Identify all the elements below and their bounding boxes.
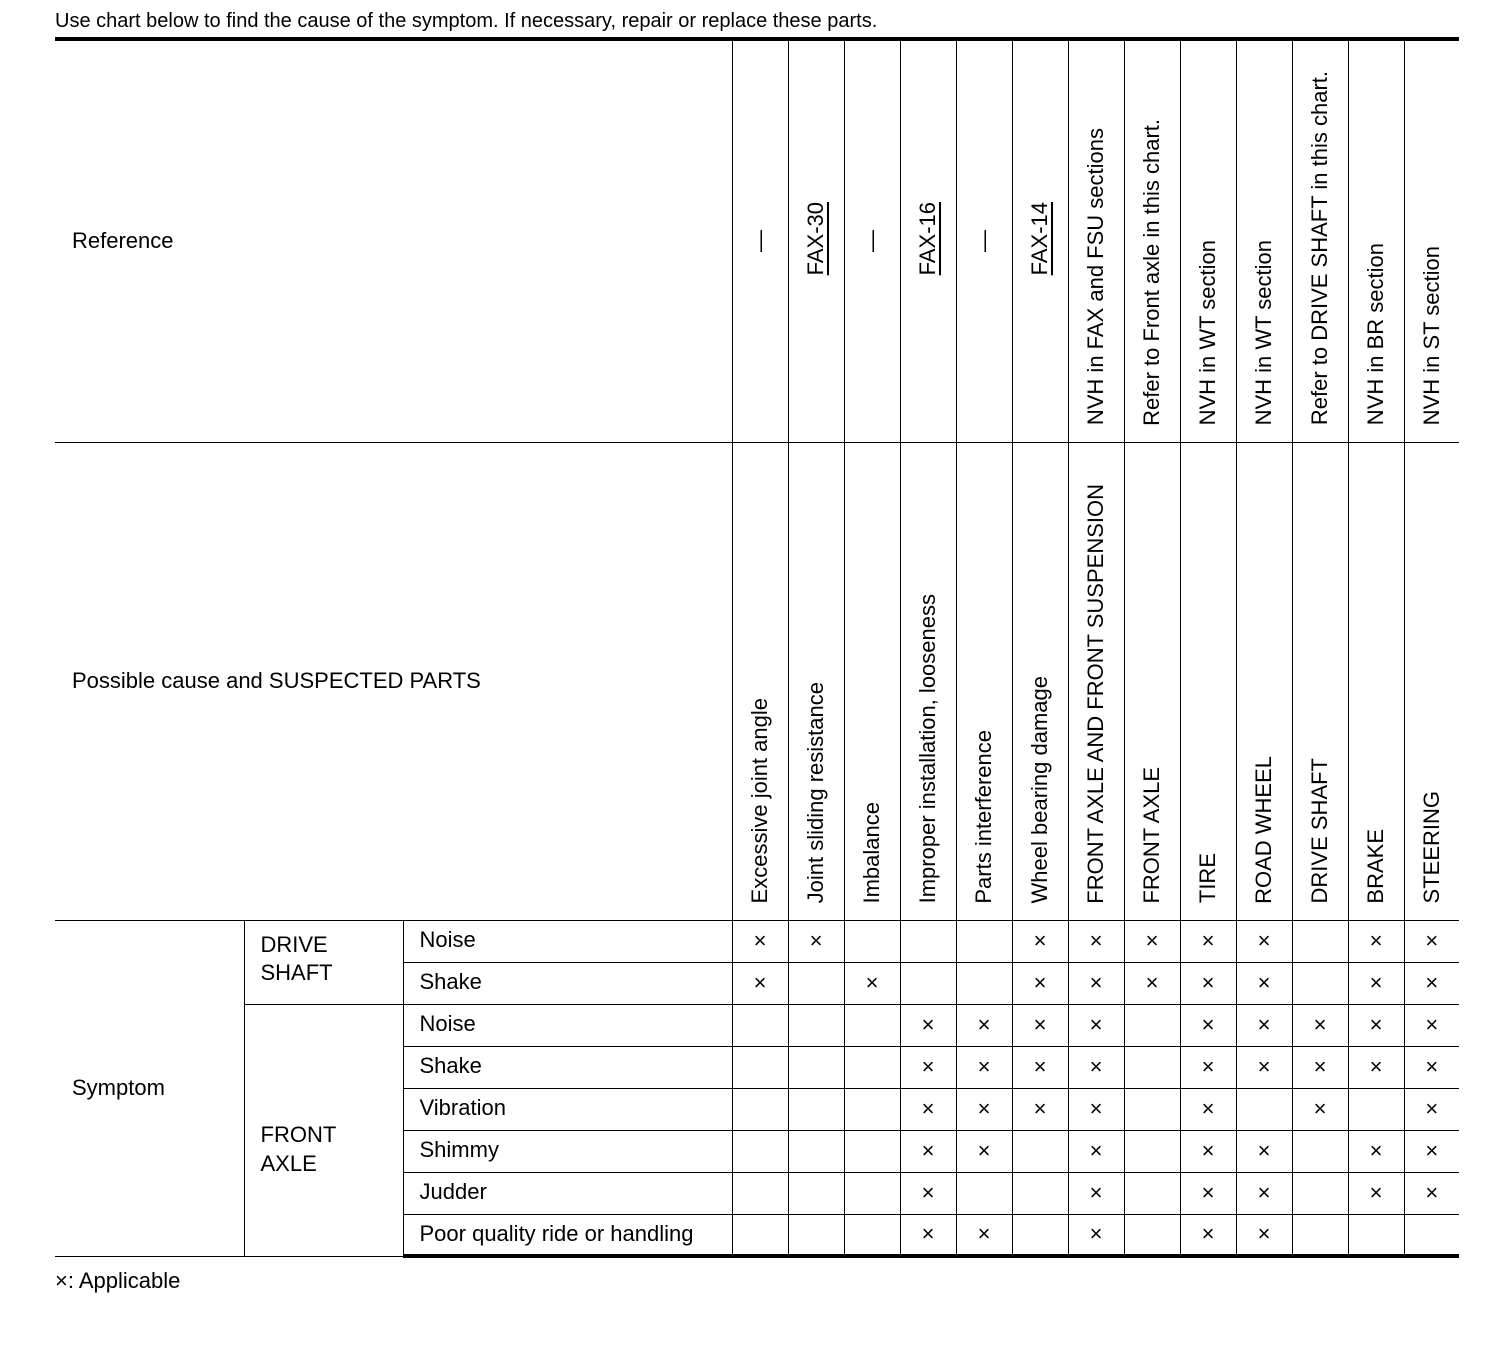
applicable-mark: × [844, 962, 900, 1004]
applicable-mark: × [1404, 1004, 1459, 1046]
suspected-parts-label: Possible cause and SUSPECTED PARTS [55, 442, 732, 920]
applicable-mark [1348, 1214, 1404, 1256]
suspected-part-cell [788, 442, 844, 920]
applicable-mark: × [1068, 920, 1124, 962]
reference-cell [1236, 39, 1292, 442]
applicable-mark: × [1180, 920, 1236, 962]
applicable-mark: × [1180, 1088, 1236, 1130]
applicable-mark [1348, 1088, 1404, 1130]
symptom-name: Noise [403, 1004, 732, 1046]
symptom-name: Noise [403, 920, 732, 962]
reference-text: NVH in FAX and FSU sections [1083, 128, 1108, 426]
suspected-part-label: BRAKE [1363, 828, 1388, 904]
suspected-part-label: FRONT AXLE AND FRONT SUSPENSION [1083, 483, 1108, 904]
suspected-part-label: Improper installation, looseness [915, 594, 940, 904]
applicable-mark: × [1292, 1004, 1348, 1046]
reference-text: Refer to Front axle in this chart. [1139, 118, 1164, 426]
reference-row [55, 39, 1459, 442]
suspected-part-label: Joint sliding resistance [803, 682, 828, 904]
symptom-row [55, 1004, 1459, 1046]
applicable-mark [1292, 1214, 1348, 1256]
suspected-part-label: STEERING [1418, 791, 1444, 904]
applicable-mark [732, 1046, 788, 1088]
applicable-mark [1124, 1004, 1180, 1046]
applicable-mark [1124, 1214, 1180, 1256]
suspected-part-cell [844, 442, 900, 920]
applicable-mark: × [1180, 962, 1236, 1004]
applicable-mark: × [1068, 1214, 1124, 1256]
applicable-mark: × [1012, 962, 1068, 1004]
applicable-mark [956, 1172, 1012, 1214]
suspected-part-label: Wheel bearing damage [1027, 676, 1052, 904]
reference-cell [1180, 39, 1236, 442]
reference-cell [1348, 39, 1404, 442]
applicable-mark: × [956, 1046, 1012, 1088]
applicable-mark: × [732, 962, 788, 1004]
applicable-mark: × [1348, 962, 1404, 1004]
applicable-mark [732, 1004, 788, 1046]
suspected-part-cell [956, 442, 1012, 920]
applicable-mark: × [1236, 1004, 1292, 1046]
reference-link[interactable]: FAX-30 [803, 202, 828, 276]
reference-text: — [971, 230, 996, 253]
applicable-mark: × [1404, 1130, 1459, 1172]
applicable-mark: × [732, 920, 788, 962]
symptom-group-label: DRIVE SHAFT [244, 920, 403, 1004]
reference-cell [900, 39, 956, 442]
applicable-mark: × [1068, 1004, 1124, 1046]
suspected-part-label: Imbalance [859, 801, 884, 904]
applicable-mark: × [1180, 1214, 1236, 1256]
applicable-mark [788, 1214, 844, 1256]
suspected-part-label: ROAD WHEEL [1251, 755, 1276, 904]
applicable-mark: × [956, 1130, 1012, 1172]
reference-link[interactable]: FAX-14 [1027, 202, 1052, 276]
applicable-mark [788, 1172, 844, 1214]
applicable-mark [844, 920, 900, 962]
reference-cell [1292, 39, 1348, 442]
applicable-mark: × [1068, 1172, 1124, 1214]
applicable-mark: × [956, 1088, 1012, 1130]
applicable-mark [1012, 1172, 1068, 1214]
reference-cell [1012, 39, 1068, 442]
applicable-mark: × [1180, 1046, 1236, 1088]
applicable-mark: × [1068, 1130, 1124, 1172]
reference-cell [732, 39, 788, 442]
applicable-mark: × [956, 1214, 1012, 1256]
applicable-mark [844, 1088, 900, 1130]
symptom-group-label: FRONT AXLE [244, 1004, 403, 1256]
applicable-mark: × [1124, 962, 1180, 1004]
applicable-mark [788, 1130, 844, 1172]
applicable-mark [844, 1214, 900, 1256]
symptom-name: Shake [403, 1046, 732, 1088]
symptom-name: Judder [403, 1172, 732, 1214]
symptom-name: Vibration [403, 1088, 732, 1130]
suspected-part-cell [732, 442, 788, 920]
applicable-mark [844, 1130, 900, 1172]
symptom-label: Symptom [55, 920, 244, 1256]
suspected-part-cell [1068, 442, 1124, 920]
suspected-part-cell [1180, 442, 1236, 920]
suspected-part-label: DRIVE SHAFT [1307, 758, 1332, 904]
symptom-name: Poor quality ride or handling [403, 1214, 732, 1256]
applicable-mark [844, 1046, 900, 1088]
instruction-text: Use chart below to find the cause of the symptom. If necessary, repair or replace these parts. [55, 10, 878, 32]
suspected-part-label: FRONT AXLE [1139, 766, 1164, 904]
applicable-mark: × [1236, 1046, 1292, 1088]
applicable-mark [1404, 1214, 1459, 1256]
reference-cell [1124, 39, 1180, 442]
suspected-part-cell [1236, 442, 1292, 920]
suspected-part-cell [1124, 442, 1180, 920]
applicable-mark: × [900, 1172, 956, 1214]
applicable-mark: × [1068, 962, 1124, 1004]
applicable-mark: × [1404, 1046, 1459, 1088]
applicable-mark [900, 962, 956, 1004]
applicable-mark: × [1180, 1004, 1236, 1046]
applicable-mark [900, 920, 956, 962]
applicable-mark [844, 1172, 900, 1214]
applicable-mark [732, 1088, 788, 1130]
applicable-mark [788, 1046, 844, 1088]
reference-cell [956, 39, 1012, 442]
applicable-mark: × [1012, 1088, 1068, 1130]
applicable-mark: × [1348, 1046, 1404, 1088]
applicable-mark [1292, 920, 1348, 962]
applicable-mark: × [1012, 1004, 1068, 1046]
applicable-mark [732, 1130, 788, 1172]
applicable-mark [956, 920, 1012, 962]
suspected-part-label: Parts interference [971, 729, 996, 904]
symptom-name: Shake [403, 962, 732, 1004]
reference-text: — [747, 230, 772, 253]
suspected-part-label: TIRE [1195, 853, 1220, 904]
symptom-name: Shimmy [403, 1130, 732, 1172]
applicable-mark: × [1348, 1004, 1404, 1046]
applicable-mark: × [1404, 1172, 1459, 1214]
applicable-mark: × [1124, 920, 1180, 962]
reference-text: — [859, 230, 884, 253]
applicable-mark: × [1404, 920, 1459, 962]
applicable-mark: × [1068, 1046, 1124, 1088]
applicable-mark: × [1236, 1214, 1292, 1256]
suspected-part-cell [900, 442, 956, 920]
applicable-mark [1292, 1130, 1348, 1172]
applicable-mark: × [956, 1004, 1012, 1046]
applicable-mark: × [1404, 1088, 1459, 1130]
suspected-part-cell [1292, 442, 1348, 920]
reference-text: NVH in ST section [1418, 246, 1444, 426]
applicable-mark [1124, 1172, 1180, 1214]
applicable-mark [1236, 1088, 1292, 1130]
applicable-mark: × [900, 1046, 956, 1088]
applicable-mark [1292, 1172, 1348, 1214]
applicable-mark [1292, 962, 1348, 1004]
symptom-row [55, 920, 1459, 962]
applicable-mark [1124, 1046, 1180, 1088]
applicable-mark [1124, 1088, 1180, 1130]
applicable-mark: × [1348, 1130, 1404, 1172]
suspected-part-label: Excessive joint angle [747, 698, 772, 904]
suspected-part-cell [1348, 442, 1404, 920]
applicable-mark: × [788, 920, 844, 962]
applicable-mark [788, 1088, 844, 1130]
applicable-mark: × [1068, 1088, 1124, 1130]
reference-cell [844, 39, 900, 442]
reference-label: Reference [55, 39, 732, 442]
applicable-mark: × [1236, 920, 1292, 962]
reference-cell [1068, 39, 1124, 442]
applicable-mark [1012, 1214, 1068, 1256]
legend-text: ×: Applicable [55, 1268, 181, 1293]
suspected-parts-row [55, 442, 1459, 920]
nvh-troubleshooting-chart [55, 37, 1459, 1258]
reference-text: NVH in WT section [1195, 240, 1220, 426]
applicable-mark: × [900, 1130, 956, 1172]
applicable-mark: × [1292, 1046, 1348, 1088]
reference-link[interactable]: FAX-16 [915, 202, 940, 276]
reference-text: NVH in BR section [1363, 243, 1388, 426]
applicable-mark: × [900, 1088, 956, 1130]
applicable-mark: × [1236, 962, 1292, 1004]
applicable-mark: × [1236, 1130, 1292, 1172]
applicable-mark: × [1012, 920, 1068, 962]
applicable-mark: × [1404, 962, 1459, 1004]
applicable-mark [956, 962, 1012, 1004]
applicable-mark: × [1292, 1088, 1348, 1130]
applicable-mark: × [1012, 1046, 1068, 1088]
applicable-mark: × [1236, 1172, 1292, 1214]
suspected-part-cell [1404, 442, 1459, 920]
applicable-mark [1012, 1130, 1068, 1172]
reference-text: Refer to DRIVE SHAFT in this chart. [1307, 71, 1332, 426]
suspected-part-cell [1012, 442, 1068, 920]
applicable-mark: × [1180, 1130, 1236, 1172]
applicable-mark: × [900, 1004, 956, 1046]
applicable-mark [788, 962, 844, 1004]
reference-text: NVH in WT section [1251, 240, 1276, 426]
applicable-mark [1124, 1130, 1180, 1172]
applicable-mark [844, 1004, 900, 1046]
applicable-mark [788, 1004, 844, 1046]
applicable-mark: × [900, 1214, 956, 1256]
reference-cell [1404, 39, 1459, 442]
applicable-mark [732, 1214, 788, 1256]
applicable-mark: × [1348, 1172, 1404, 1214]
reference-cell [788, 39, 844, 442]
applicable-mark: × [1180, 1172, 1236, 1214]
applicable-mark: × [1348, 920, 1404, 962]
applicable-mark [732, 1172, 788, 1214]
